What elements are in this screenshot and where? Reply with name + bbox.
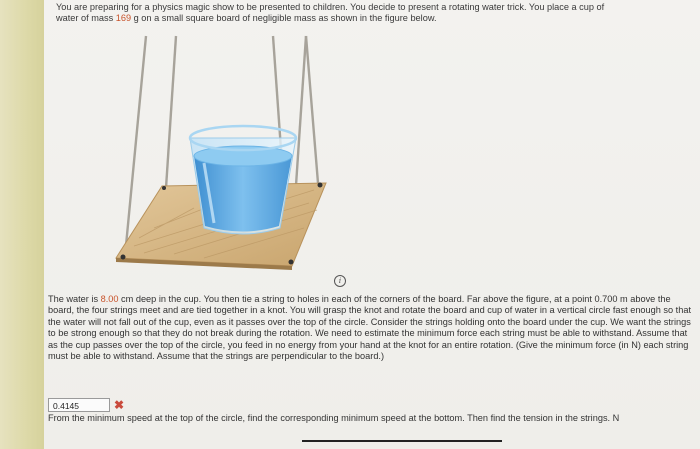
board-hole-fl <box>121 255 126 260</box>
cup-on-board-figure <box>44 28 464 290</box>
board-hole-fr <box>289 260 294 265</box>
mass-value: 169 <box>115 13 132 23</box>
board-hole-bl <box>162 186 166 190</box>
underline-bar <box>302 440 502 442</box>
incorrect-x-icon: ✖ <box>114 398 125 412</box>
follow-up-question <box>48 412 696 425</box>
question2-text: From the minimum speed at the top of the circle, find the corresponding minimum speed at the bottom. Then find the tension in the strings. N <box>48 413 620 423</box>
cup-of-water <box>190 126 296 234</box>
intro-line2-prefix: water of mass <box>56 13 116 23</box>
problem-text <box>48 294 696 362</box>
answer-input-field[interactable]: 0.4145 <box>48 398 110 412</box>
intro-text <box>56 2 686 24</box>
intro-line1: You are preparing for a physics magic show to be presented to children. You decide to present a rotating water trick. You place a cup of <box>56 2 605 12</box>
depth-value: 8.00 <box>100 294 119 304</box>
board-hole-br <box>318 183 323 188</box>
problem-suffix: cm deep in the cup. You then tie a string to holes in each of the corners of the board. Far above the figure, at a point 0.700 m above the board, the four strings meet and are tied together in a knot. You will grasp the knot and rotate the board and cup of water in a vertical circle fast enough so that the water will not fall out of the cup, even as it passes over the top of the circle. Consider the strings holding onto the board under the cup. We want the strings to be strong enough so that they do not break during the rotation. We need to estimate the minimum force each string must be able to withstand. Assume that as the cup passes over the top of the circle, you feed in no energy from your hand at the knot for an entire rotation. (Give the minimum force (in N) each string must be able to withstand. Assume that the strings are perpendicular to the board.) <box>48 294 692 362</box>
intro-line2-suffix: g on a small square board of negligible mass as shown in the figure below. <box>131 13 437 23</box>
string-back-left <box>166 36 176 188</box>
string-front-right <box>306 36 318 183</box>
problem-prefix: The water is <box>48 294 101 304</box>
info-icon[interactable]: i <box>334 275 346 287</box>
question-page <box>44 0 700 449</box>
left-margin-strip <box>0 0 44 449</box>
